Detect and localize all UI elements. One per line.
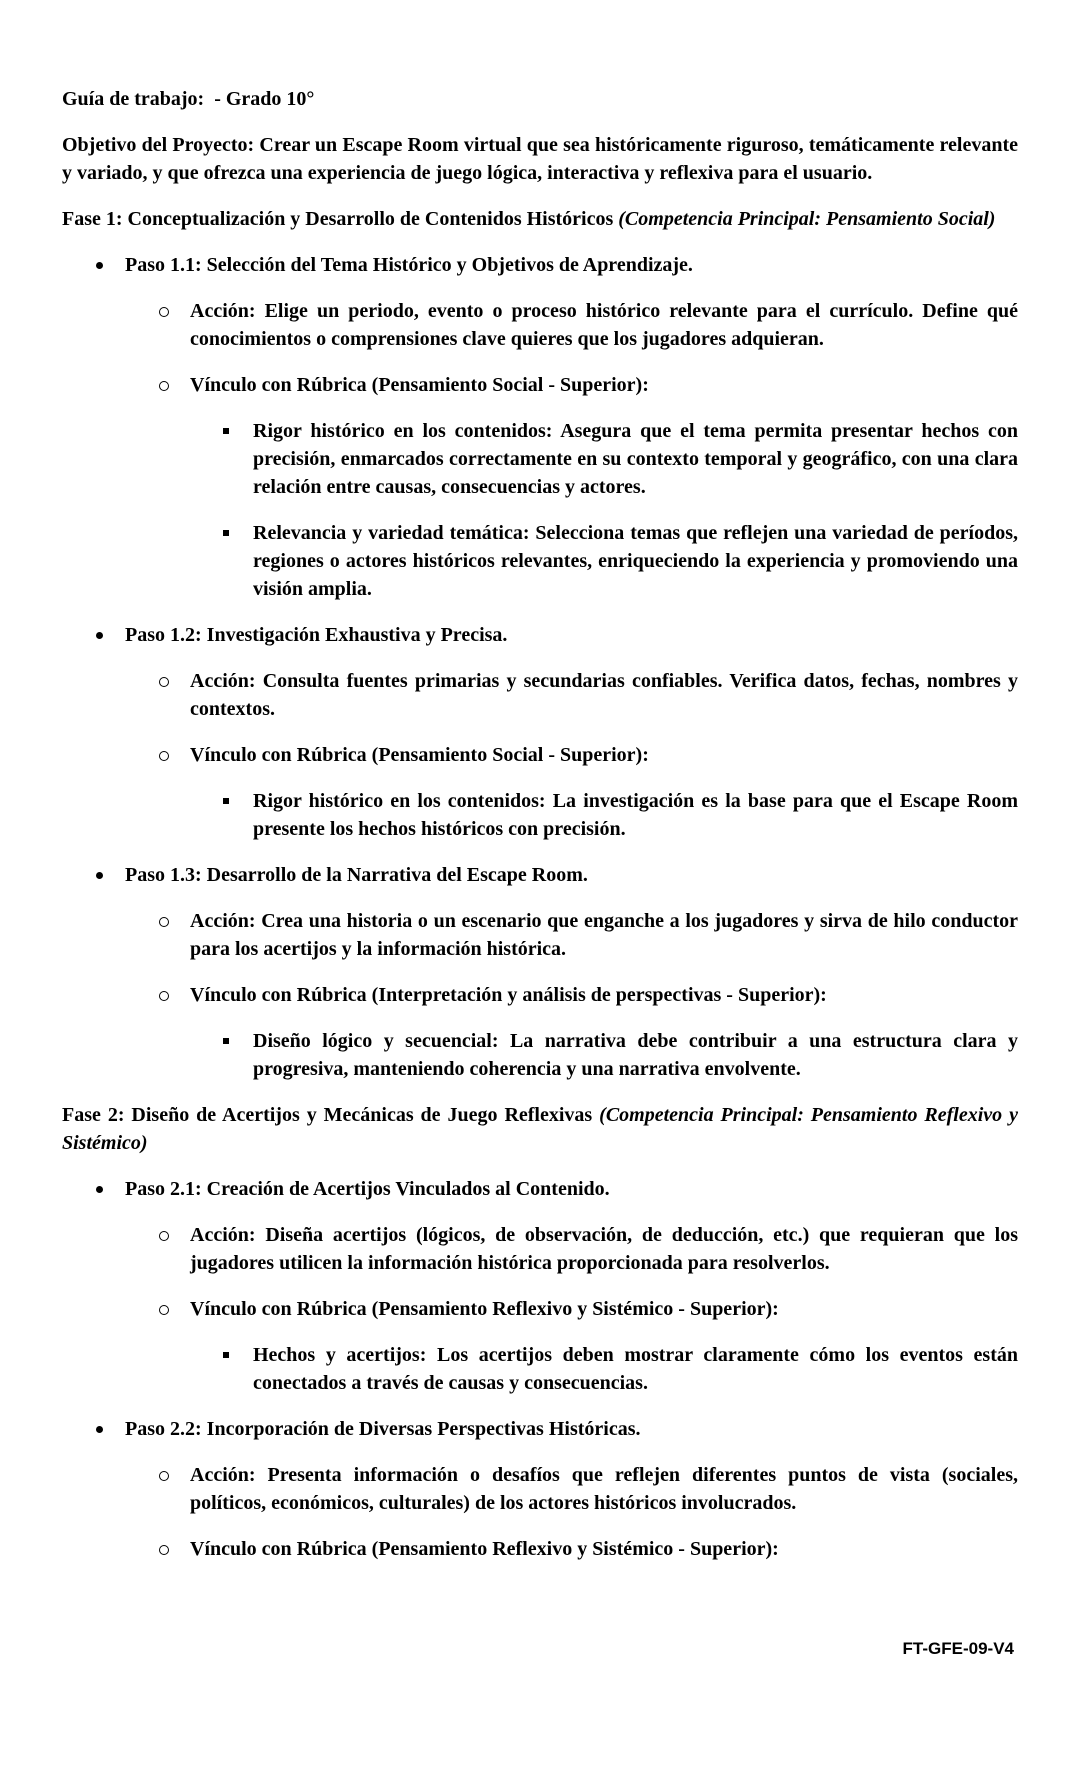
phase-2-heading-competency: (Competencia Principal: Pensamiento Reflexivo y Sistémico)	[62, 1104, 1018, 1154]
document-code-footer: FT-GFE-09-V4	[902, 1639, 1014, 1658]
action-item	[62, 1221, 1018, 1277]
bullet-disc-icon	[96, 1186, 103, 1193]
rubric-link-text: Vínculo con Rúbrica (Pensamiento Social - Superior):	[190, 744, 649, 766]
bullet-circle-icon	[159, 307, 169, 317]
bullet-circle-icon	[159, 991, 169, 1001]
bullet-circle-icon	[159, 1471, 169, 1481]
rubric-link-item	[62, 1535, 1018, 1563]
action-item	[62, 297, 1018, 353]
rubric-criterion-item	[62, 1341, 1018, 1397]
action-item	[62, 1461, 1018, 1517]
step-title: Paso 2.2: Incorporación de Diversas Perspectivas Históricas.	[125, 1418, 641, 1440]
rubric-link-text: Vínculo con Rúbrica (Pensamiento Reflexivo y Sistémico - Superior):	[190, 1538, 779, 1560]
rubric-link-text: Vínculo con Rúbrica (Pensamiento Social - Superior):	[190, 374, 649, 396]
rubric-criterion-item	[62, 519, 1018, 603]
action-text: Acción: Consulta fuentes primarias y secundarias confiables. Verifica datos, fechas, nombres y contextos.	[190, 670, 1018, 720]
bullet-circle-icon	[159, 1545, 169, 1555]
bullet-circle-icon	[159, 751, 169, 761]
bullet-circle-icon	[159, 677, 169, 687]
rubric-criterion-text: Relevancia y variedad temática: Selecciona temas que reflejen una variedad de períodos, regiones o actores históricos relevantes, enriqueciendo la experiencia y promoviendo una visión amplia.	[253, 522, 1018, 600]
action-text: Acción: Presenta información o desafíos que reflejen diferentes puntos de vista (sociales, políticos, económicos, culturales) de los actores históricos involucrados.	[190, 1464, 1018, 1514]
bullet-circle-icon	[159, 917, 169, 927]
phase-2-heading-text: Fase 2: Diseño de Acertijos y Mecánicas de Juego Reflexivas	[62, 1104, 600, 1126]
phase-1-heading-text: Fase 1: Conceptualización y Desarrollo de Contenidos Históricos	[62, 208, 619, 230]
action-item	[62, 667, 1018, 723]
action-item	[62, 907, 1018, 963]
step-title: Paso 1.2: Investigación Exhaustiva y Precisa.	[125, 624, 508, 646]
step-title: Paso 1.3: Desarrollo de la Narrativa del Escape Room.	[125, 864, 588, 886]
bullet-square-icon	[223, 1038, 229, 1044]
rubric-link-item	[62, 741, 1018, 769]
bullet-square-icon	[223, 428, 229, 434]
rubric-link-text: Vínculo con Rúbrica (Interpretación y análisis de perspectivas - Superior):	[190, 984, 827, 1006]
rubric-link-item	[62, 371, 1018, 399]
phase-1-section	[62, 205, 1018, 1083]
rubric-link-item	[62, 1295, 1018, 1323]
bullet-disc-icon	[96, 1426, 103, 1433]
action-text: Acción: Elige un periodo, evento o proceso histórico relevante para el currículo. Define qué conocimientos o comprensiones clave quieres que los jugadores adquieran.	[190, 300, 1018, 350]
bullet-square-icon	[223, 1352, 229, 1358]
project-objective-paragraph: Objetivo del Proyecto: Crear un Escape Room virtual que sea históricamente riguroso, temáticamente relevante y variado, y que ofrezca una experiencia de juego lógica, interactiva y reflexiva para el usuario.	[62, 134, 1018, 184]
rubric-criterion-text: Diseño lógico y secuencial: La narrativa debe contribuir a una estructura clara y progresiva, manteniendo coherencia y una narrativa envolvente.	[253, 1030, 1018, 1080]
rubric-criterion-text: Rigor histórico en los contenidos: La investigación es la base para que el Escape Room presente los hechos históricos con precisión.	[253, 790, 1018, 840]
phase-2-section	[62, 1101, 1018, 1563]
rubric-criterion-text: Rigor histórico en los contenidos: Asegura que el tema permita presentar hechos con precisión, enmarcados correctamente en su contexto temporal y geográfico, con una clara relación entre causas, consecuencias y actores.	[253, 420, 1018, 498]
rubric-criterion-text: Hechos y acertijos: Los acertijos deben mostrar claramente cómo los eventos están conectados a través de causas y consecuencias.	[253, 1344, 1018, 1394]
bullet-square-icon	[223, 530, 229, 536]
step-item	[62, 1175, 1018, 1203]
bullet-disc-icon	[96, 872, 103, 879]
bullet-circle-icon	[159, 381, 169, 391]
page-title: Guía de trabajo: - Grado 10°	[62, 88, 315, 110]
action-text: Acción: Diseña acertijos (lógicos, de observación, de deducción, etc.) que requieran que los jugadores utilicen la información histórica proporcionada para resolverlos.	[190, 1224, 1018, 1274]
rubric-criterion-item	[62, 1027, 1018, 1083]
step-item	[62, 1415, 1018, 1443]
step-item	[62, 251, 1018, 279]
phase-1-heading-competency: (Competencia Principal: Pensamiento Social)	[618, 208, 996, 230]
bullet-disc-icon	[96, 632, 103, 639]
step-title: Paso 1.1: Selección del Tema Histórico y Objetivos de Aprendizaje.	[125, 254, 693, 276]
rubric-link-text: Vínculo con Rúbrica (Pensamiento Reflexivo y Sistémico - Superior):	[190, 1298, 779, 1320]
step-title: Paso 2.1: Creación de Acertijos Vinculados al Contenido.	[125, 1178, 610, 1200]
rubric-criterion-item	[62, 787, 1018, 843]
phase-1-heading	[62, 205, 1018, 233]
action-text: Acción: Crea una historia o un escenario que enganche a los jugadores y sirva de hilo conductor para los acertijos y la información histórica.	[190, 910, 1018, 960]
rubric-link-item	[62, 981, 1018, 1009]
bullet-square-icon	[223, 798, 229, 804]
bullet-disc-icon	[96, 262, 103, 269]
bullet-circle-icon	[159, 1231, 169, 1241]
rubric-criterion-item	[62, 417, 1018, 501]
phase-2-heading	[62, 1101, 1018, 1157]
step-item	[62, 621, 1018, 649]
step-item	[62, 861, 1018, 889]
bullet-circle-icon	[159, 1305, 169, 1315]
